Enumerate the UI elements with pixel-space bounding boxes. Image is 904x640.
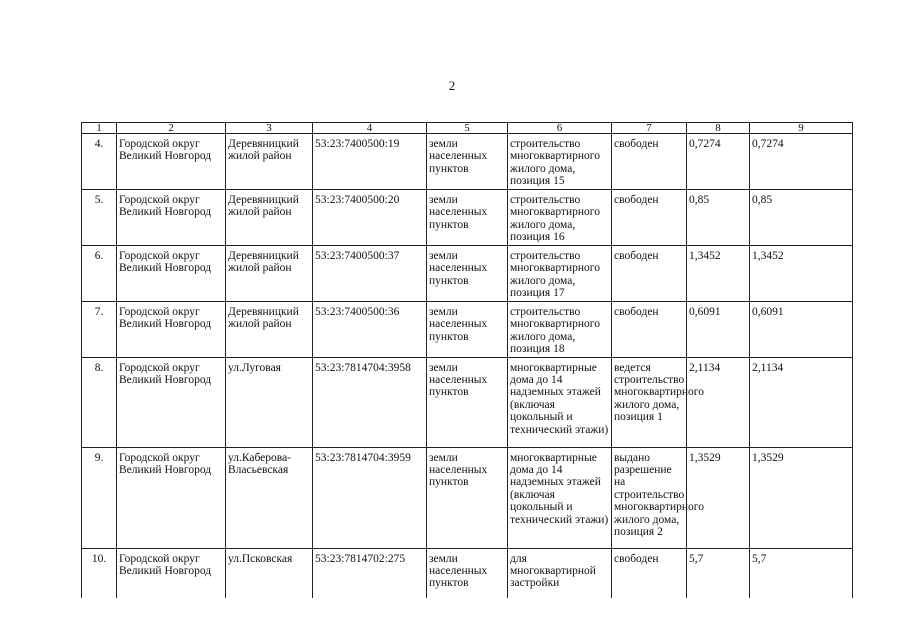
table-row <box>82 134 853 190</box>
cadastral-number-cell: 53:23:7814702:275 <box>313 548 427 598</box>
cadastral-number-cell: 53:23:7400500:37 <box>313 246 427 302</box>
district-cell: Городской округ Великий Новгород <box>117 190 226 246</box>
status-cell: выдано разрешение на строительство многоквартирного жилого дома, позиция 2 <box>612 447 687 548</box>
column-number: 4 <box>313 123 427 134</box>
table-row <box>82 190 853 246</box>
status-cell: свободен <box>612 548 687 598</box>
column-number: 1 <box>82 123 117 134</box>
district-cell: Городской округ Великий Новгород <box>117 357 226 447</box>
area-cell: 0,6091 <box>750 302 853 358</box>
status-cell: свободен <box>612 190 687 246</box>
permitted-use-cell: строительство многоквартирного жилого дома, позиция 15 <box>508 134 612 190</box>
area-cell: 1,3452 <box>750 246 853 302</box>
land-category-cell: земли населенных пунктов <box>427 134 508 190</box>
row-number: 8. <box>82 357 117 447</box>
land-category-cell: земли населенных пунктов <box>427 302 508 358</box>
district-cell: Городской округ Великий Новгород <box>117 246 226 302</box>
column-number: 6 <box>508 123 612 134</box>
status-cell: свободен <box>612 246 687 302</box>
district-cell: Городской округ Великий Новгород <box>117 548 226 598</box>
land-category-cell: земли населенных пунктов <box>427 357 508 447</box>
area-cell: 1,3529 <box>750 447 853 548</box>
land-plots-table <box>81 122 853 598</box>
permitted-use-cell: для многоквартирной застройки <box>508 548 612 598</box>
location-cell: ул.Каберова-Власьевская <box>226 447 313 548</box>
area-cell: 1,3452 <box>687 246 750 302</box>
column-number: 2 <box>117 123 226 134</box>
table-row <box>82 246 853 302</box>
location-cell: Деревяницкий жилой район <box>226 246 313 302</box>
column-number: 7 <box>612 123 687 134</box>
row-number: 9. <box>82 447 117 548</box>
location-cell: ул.Луговая <box>226 357 313 447</box>
row-number: 7. <box>82 302 117 358</box>
area-cell: 0,85 <box>750 190 853 246</box>
location-cell: ул.Псковская <box>226 548 313 598</box>
column-number: 9 <box>750 123 853 134</box>
land-category-cell: земли населенных пунктов <box>427 190 508 246</box>
location-cell: Деревяницкий жилой район <box>226 190 313 246</box>
land-category-cell: земли населенных пунктов <box>427 548 508 598</box>
district-cell: Городской округ Великий Новгород <box>117 302 226 358</box>
area-cell: 0,7274 <box>750 134 853 190</box>
permitted-use-cell: многоквартирные дома до 14 надземных этажей (включая цокольный и технический этажи) <box>508 447 612 548</box>
permitted-use-cell: строительство многоквартирного жилого дома, позиция 17 <box>508 246 612 302</box>
status-cell: свободен <box>612 302 687 358</box>
area-cell: 5,7 <box>750 548 853 598</box>
district-cell: Городской округ Великий Новгород <box>117 134 226 190</box>
district-cell: Городской округ Великий Новгород <box>117 447 226 548</box>
location-cell: Деревяницкий жилой район <box>226 302 313 358</box>
area-cell: 5,7 <box>687 548 750 598</box>
column-number: 3 <box>226 123 313 134</box>
row-number: 5. <box>82 190 117 246</box>
area-cell: 1,3529 <box>687 447 750 548</box>
row-number: 6. <box>82 246 117 302</box>
cadastral-number-cell: 53:23:7814704:3959 <box>313 447 427 548</box>
row-number: 4. <box>82 134 117 190</box>
area-cell: 0,7274 <box>687 134 750 190</box>
area-cell: 0,6091 <box>687 302 750 358</box>
status-cell: свободен <box>612 134 687 190</box>
table-row <box>82 357 853 447</box>
land-category-cell: земли населенных пунктов <box>427 447 508 548</box>
cadastral-number-cell: 53:23:7814704:3958 <box>313 357 427 447</box>
land-category-cell: земли населенных пунктов <box>427 246 508 302</box>
location-cell: Деревяницкий жилой район <box>226 134 313 190</box>
row-number: 10. <box>82 548 117 598</box>
permitted-use-cell: строительство многоквартирного жилого дома, позиция 18 <box>508 302 612 358</box>
status-cell: ведется строительство многоквартирного жилого дома, позиция 1 <box>612 357 687 447</box>
cadastral-number-cell: 53:23:7400500:20 <box>313 190 427 246</box>
permitted-use-cell: многоквартирные дома до 14 надземных этажей (включая цокольный и технический этажи) <box>508 357 612 447</box>
cadastral-number-cell: 53:23:7400500:19 <box>313 134 427 190</box>
column-number: 5 <box>427 123 508 134</box>
area-cell: 2,1134 <box>750 357 853 447</box>
column-number-header-row <box>82 123 853 134</box>
permitted-use-cell: строительство многоквартирного жилого дома, позиция 16 <box>508 190 612 246</box>
cadastral-number-cell: 53:23:7400500:36 <box>313 302 427 358</box>
table-row <box>82 548 853 598</box>
page-number: 2 <box>448 78 456 93</box>
table-row <box>82 447 853 548</box>
area-cell: 2,1134 <box>687 357 750 447</box>
area-cell: 0,85 <box>687 190 750 246</box>
table-row <box>82 302 853 358</box>
column-number: 8 <box>687 123 750 134</box>
